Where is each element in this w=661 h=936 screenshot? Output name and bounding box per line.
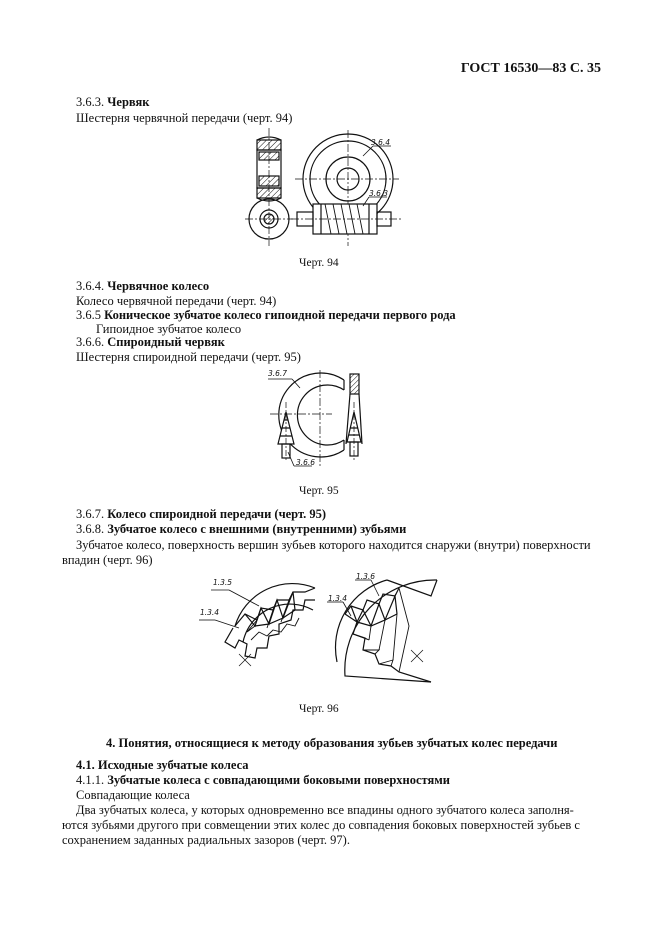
term-3-6-3 xyxy=(76,95,149,110)
term-title: Колесо спироидной передачи (черт. 95) xyxy=(107,507,327,521)
term-number: 3.6.4. xyxy=(76,279,105,293)
term-3-6-8-desc-line2: впадин (черт. 96) xyxy=(62,553,153,567)
paragraph-line-3: сохранением заданных радиальных зазоров (черт. 97). xyxy=(62,833,350,847)
fig96-label-1-3-5: 1.3.5 xyxy=(213,578,233,587)
term-title: Коническое зубчатое колесо гипоидной передачи первого рода xyxy=(104,308,456,322)
term-number: 4.1.1. xyxy=(76,773,105,787)
fig94-label-3-6-3: 3.6.3 xyxy=(369,189,389,198)
term-number: 3.6.3. xyxy=(76,95,105,109)
fig96-label-1-3-4-right: 1.3.4 xyxy=(328,594,348,603)
term-3-6-8 xyxy=(76,522,406,537)
figure-94-caption: Черт. 94 xyxy=(299,257,339,269)
term-3-6-5-desc: Гипоидное зубчатое колесо xyxy=(96,322,242,336)
fig96-label-1-3-6: 1.3.6 xyxy=(356,572,376,581)
figure-95 xyxy=(262,362,374,474)
term-title: Спироидный червяк xyxy=(107,335,225,349)
paragraph-line-1: Два зубчатых колеса, у которых одновременно все впадины одного зубчатого колеса заполня- xyxy=(76,803,574,817)
term-number: 3.6.6. xyxy=(76,335,105,349)
figure-95-caption: Черт. 95 xyxy=(299,485,339,497)
fig94-label-3-6-4: 3.6.4 xyxy=(371,138,391,147)
term-3-6-3-desc: Шестерня червячной передачи (черт. 94) xyxy=(76,111,293,125)
term-number: 3.6.7. xyxy=(76,507,105,521)
figure-96-caption: Черт. 96 xyxy=(299,703,339,715)
term-title: Зубчатые колеса с совпадающими боковыми поверхностями xyxy=(107,773,451,787)
term-3-6-8-desc-line1: Зубчатое колесо, поверхность вершин зубьев которого находится снаружи (внутри) поверхности xyxy=(76,538,591,552)
fig96-label-1-3-4-left: 1.3.4 xyxy=(200,608,220,617)
term-3-6-4 xyxy=(76,279,209,294)
term-3-6-6-desc: Шестерня спироидной передачи (черт. 95) xyxy=(76,350,301,364)
term-3-6-7 xyxy=(76,507,326,522)
term-4-1-1 xyxy=(76,773,450,788)
term-3-6-4-desc: Колесо червячной передачи (черт. 94) xyxy=(76,294,277,308)
term-number: 4.1. xyxy=(76,758,95,772)
section-4-title: 4. Понятия, относящиеся к методу образования зубьев зубчатых колес передачи xyxy=(106,736,558,750)
term-3-6-5 xyxy=(76,308,456,323)
paragraph-line-2: ются зубьями другого при совмещении этих колес до совпадения боковых поверхностей зубьев с xyxy=(62,818,580,832)
fig95-label-3-6-6: 3.6.6 xyxy=(296,458,316,467)
term-3-6-6 xyxy=(76,335,225,350)
fig95-label-3-6-7: 3.6.7 xyxy=(268,369,288,378)
term-title: Зубчатое колесо с внешними (внутренними) зубьями xyxy=(107,522,407,536)
figure-96 xyxy=(195,566,465,688)
term-number: 3.6.8. xyxy=(76,522,105,536)
term-title: Исходные зубчатые колеса xyxy=(97,758,249,772)
term-number: 3.6.5 xyxy=(76,308,101,322)
term-4-1 xyxy=(76,758,249,773)
term-title: Червячное колесо xyxy=(107,279,210,293)
term-title: Червяк xyxy=(107,95,150,109)
term-4-1-1-desc: Совпадающие колеса xyxy=(76,788,190,802)
page-header: ГОСТ 16530—83 С. 35 xyxy=(460,61,601,76)
